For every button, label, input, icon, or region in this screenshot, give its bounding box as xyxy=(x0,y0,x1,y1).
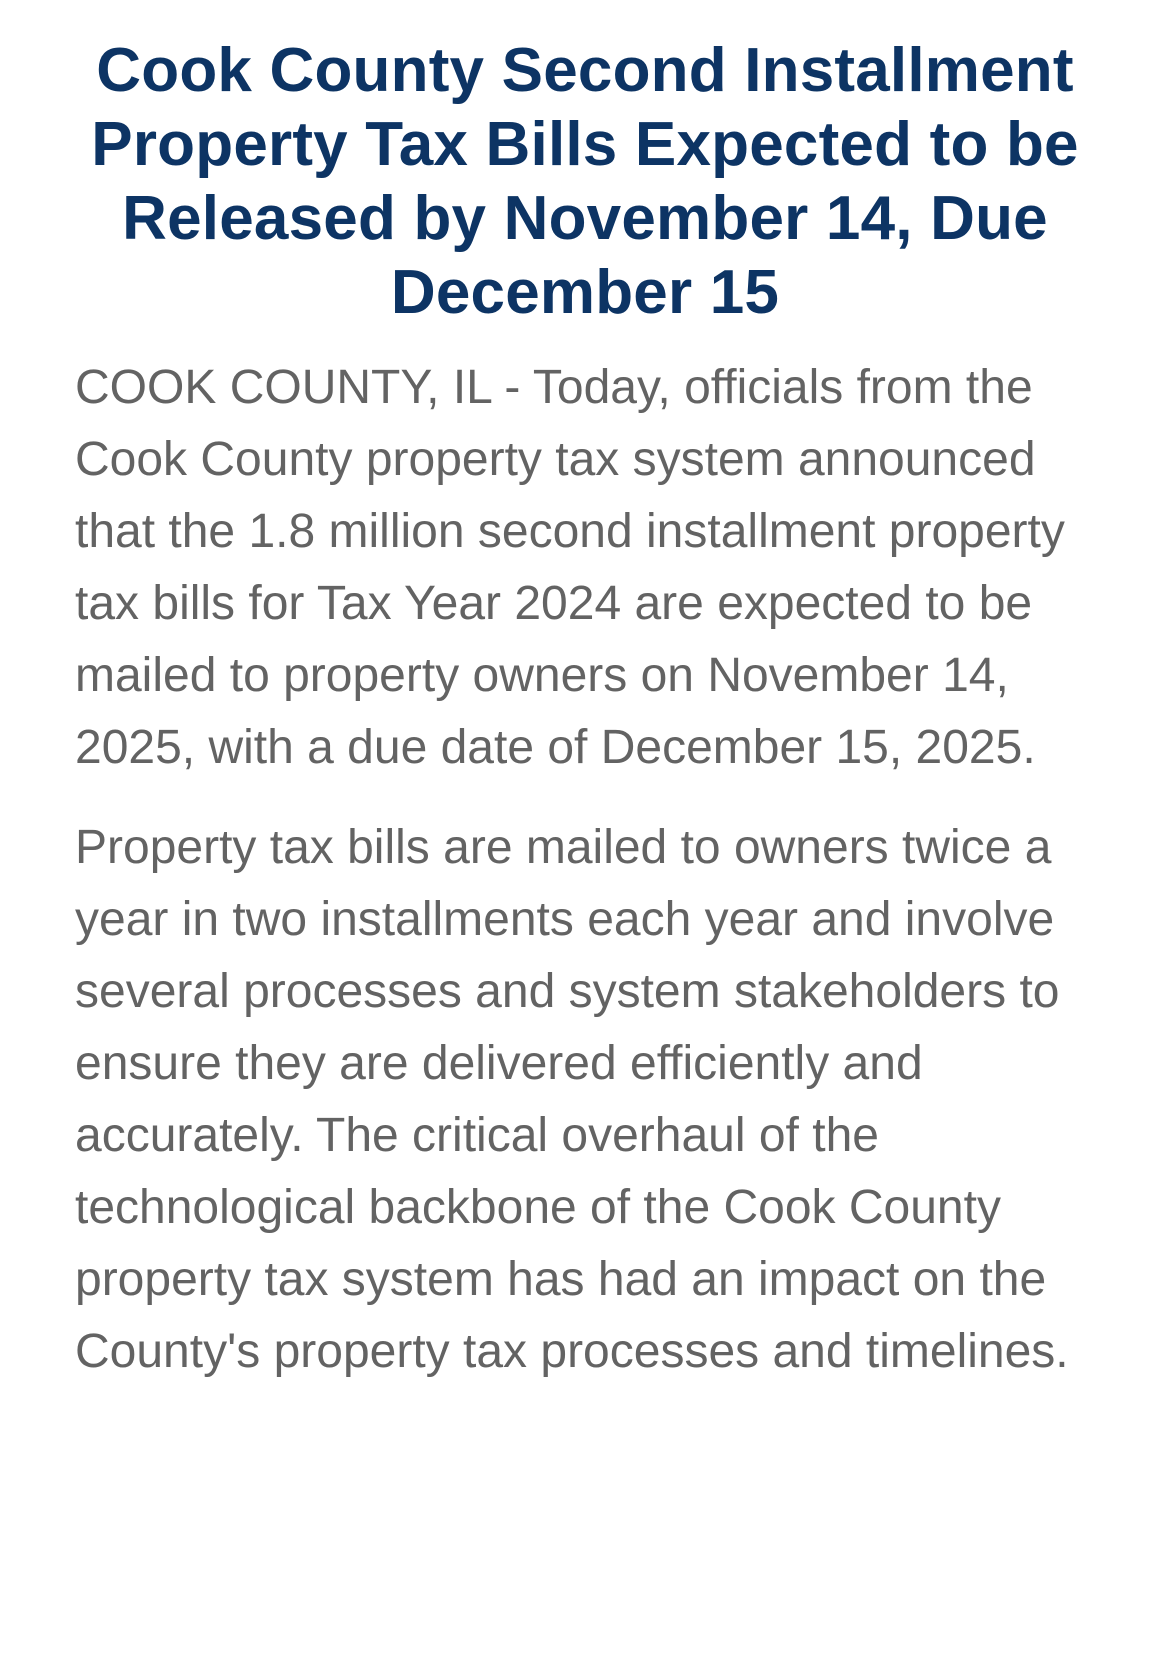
article-paragraph-1: COOK COUNTY, IL - Today, officials from the Cook County property tax system announced that the 1.8 million second installment property tax bills for Tax Year 2024 are expected to be mailed to property owners on November 14, 2025, with a due date of December 15, 2025. xyxy=(75,361,1065,774)
article-paragraph-2: Property tax bills are mailed to owners twice a year in two installments each year and involve several processes and system stakeholders to ensure they are delivered efficiently and accurately. The critical overhaul of the technological backbone of the Cook County property tax system has had an impact on the County's property tax processes and timelines. xyxy=(75,821,1069,1378)
article-headline: Cook County Second Installment Property Tax Bills Expected to be Released by November 14, Due December 15 xyxy=(91,36,1079,327)
